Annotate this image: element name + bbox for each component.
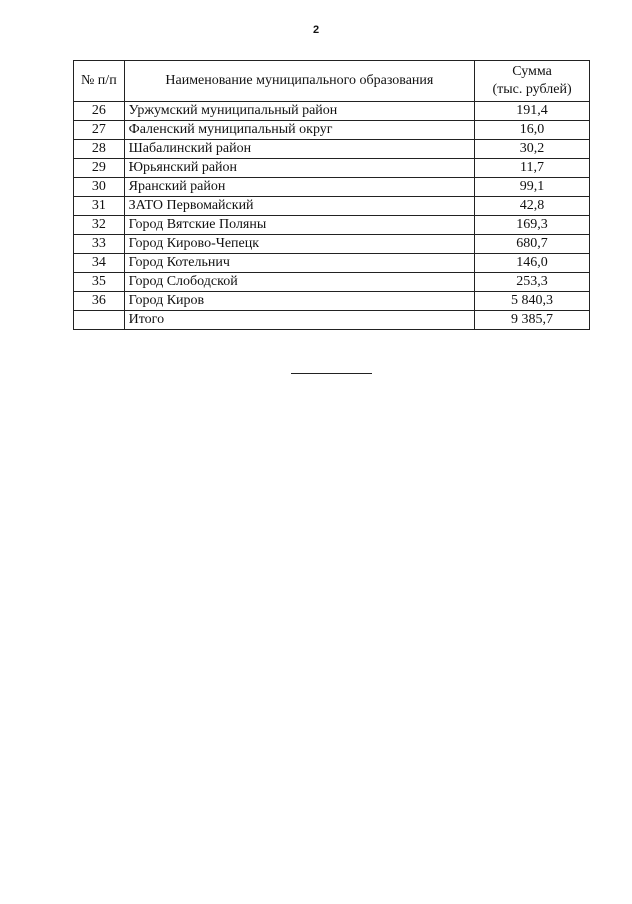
header-sum-title: Сумма (512, 64, 552, 79)
total-sum: 9 385,7 (475, 311, 590, 330)
row-sum: 5 840,3 (475, 292, 590, 311)
header-sum-unit: (тыс. рублей) (492, 82, 572, 97)
row-number: 29 (74, 159, 125, 178)
table-row (74, 159, 590, 178)
row-name: Уржумский муниципальный район (124, 102, 474, 121)
row-number: 31 (74, 197, 125, 216)
row-sum: 680,7 (475, 235, 590, 254)
table-row (74, 235, 590, 254)
row-number: 33 (74, 235, 125, 254)
table-row (74, 121, 590, 140)
row-sum: 191,4 (475, 102, 590, 121)
row-name: Город Вятские Поляны (124, 216, 474, 235)
table-row (74, 197, 590, 216)
row-name: Юрьянский район (124, 159, 474, 178)
table-row (74, 140, 590, 159)
row-name: Город Слободской (124, 273, 474, 292)
table-row (74, 273, 590, 292)
row-name: ЗАТО Первомайский (124, 197, 474, 216)
row-sum: 30,2 (475, 140, 590, 159)
table-body (74, 102, 590, 330)
row-sum: 42,8 (475, 197, 590, 216)
row-sum: 169,3 (475, 216, 590, 235)
row-number: 26 (74, 102, 125, 121)
allocation-table (73, 60, 590, 330)
row-sum: 16,0 (475, 121, 590, 140)
row-number: 27 (74, 121, 125, 140)
header-name: Наименование муниципального образования (124, 61, 474, 102)
page-number: 2 (312, 24, 320, 36)
row-sum: 99,1 (475, 178, 590, 197)
row-sum: 11,7 (475, 159, 590, 178)
row-number: 28 (74, 140, 125, 159)
table-row (74, 254, 590, 273)
table-row (74, 102, 590, 121)
table-header-row (74, 61, 590, 102)
row-name: Фаленский муниципальный округ (124, 121, 474, 140)
row-sum: 253,3 (475, 273, 590, 292)
row-number: 30 (74, 178, 125, 197)
table-row (74, 216, 590, 235)
row-sum: 146,0 (475, 254, 590, 273)
row-name: Город Киров (124, 292, 474, 311)
end-of-document-rule (291, 373, 372, 374)
total-number (74, 311, 125, 330)
row-name: Яранский район (124, 178, 474, 197)
row-number: 32 (74, 216, 125, 235)
total-label: Итого (124, 311, 474, 330)
row-number: 35 (74, 273, 125, 292)
header-sum (475, 61, 590, 102)
table-row (74, 178, 590, 197)
table-total-row (74, 311, 590, 330)
row-name: Шабалинский район (124, 140, 474, 159)
row-name: Город Кирово-Чепецк (124, 235, 474, 254)
header-number: № п/п (74, 61, 125, 102)
row-number: 34 (74, 254, 125, 273)
table-row (74, 292, 590, 311)
row-number: 36 (74, 292, 125, 311)
row-name: Город Котельнич (124, 254, 474, 273)
